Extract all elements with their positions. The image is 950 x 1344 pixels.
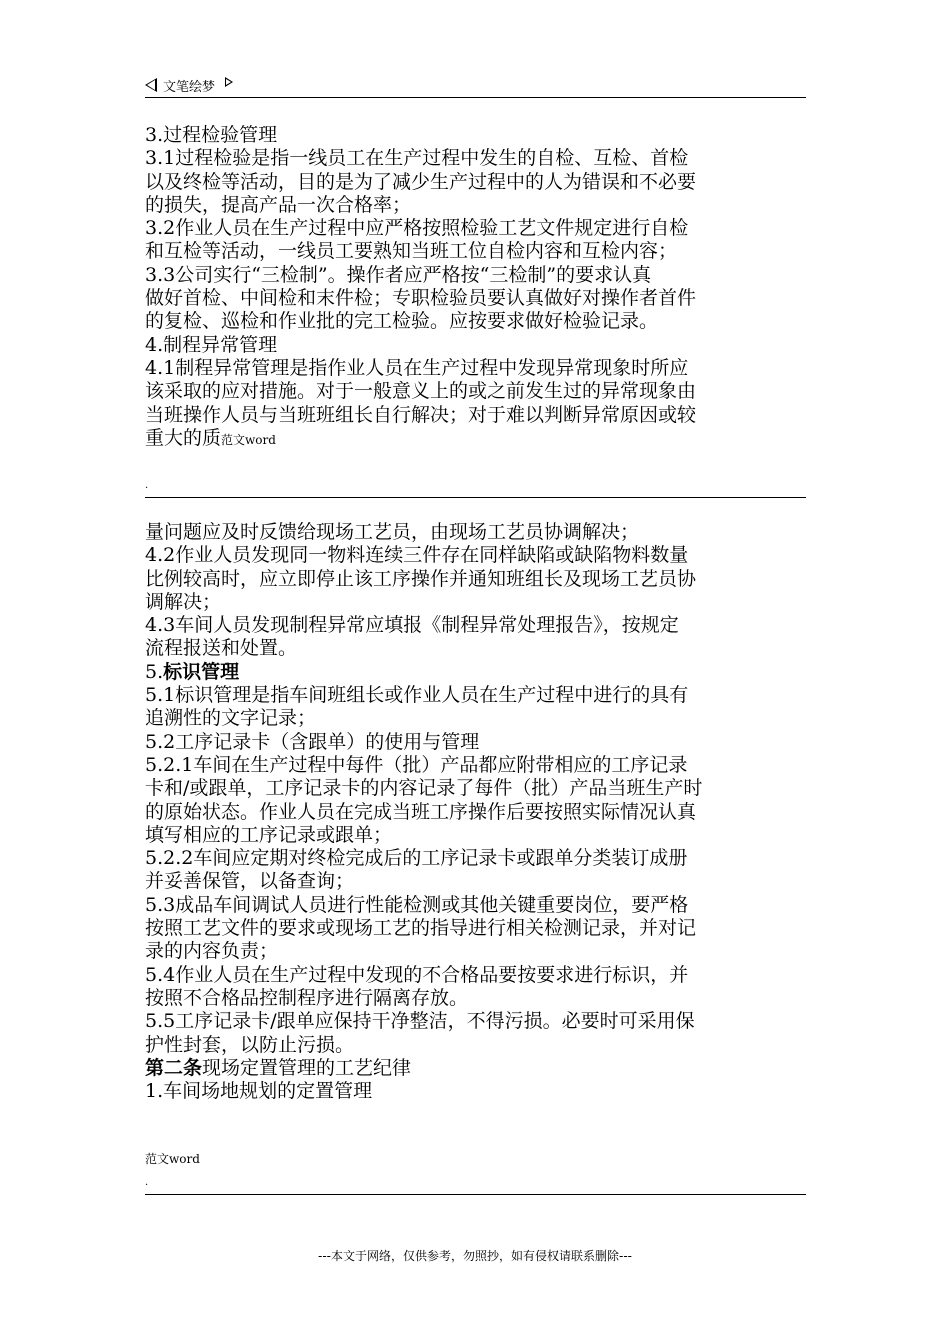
text-line: 3.过程检验管理 xyxy=(145,124,278,146)
text-line: 4.制程异常管理 xyxy=(145,333,278,356)
text-line: 录的内容负责； xyxy=(145,940,279,963)
page-dot: . xyxy=(145,480,149,491)
page1-body xyxy=(145,124,810,452)
text-line: 的损失，提高产品一次合格率； xyxy=(145,193,412,216)
triangle-left-icon xyxy=(145,78,157,92)
text-line: 按照不合格品控制程序进行隔离存放。 xyxy=(145,986,469,1009)
text-line: 的复检、巡检和作业批的完工检验。应按要求做好检验记录。 xyxy=(145,310,659,333)
heading-text: 标识管理 xyxy=(163,660,240,683)
text-line: 以及终检等活动，目的是为了减少生产过程中的人为错误和不必要 xyxy=(145,170,697,193)
article-heading xyxy=(145,1057,810,1080)
text-line: 5.4作业人员在生产过程中发现的不合格品要按要求进行标识，并 xyxy=(145,963,689,986)
text-line: 5.2.1车间在生产过程中每件（批）产品都应附带相应的工序记录 xyxy=(145,753,688,776)
text-line: 1.车间场地规划的定置管理 xyxy=(145,1080,373,1103)
text-line: 4.3车间人员发现制程异常应填报《制程异常处理报告》，按规定 xyxy=(145,614,679,637)
text-line: 追溯性的文字记录； xyxy=(145,707,317,730)
text-line: 并妥善保管，以备查询； xyxy=(145,870,355,893)
header-rule xyxy=(145,97,806,98)
text-fragment: 重大的质 xyxy=(145,426,222,449)
text-line: 填写相应的工序记录或跟单； xyxy=(145,823,393,846)
text-line: 5.2.2车间应定期对终检完成后的工序记录卡或跟单分类装订成册 xyxy=(145,847,688,870)
text-line: 护性封套，以防止污损。 xyxy=(145,1033,355,1056)
article-label: 第二条 xyxy=(145,1056,203,1079)
text-line: 调解决； xyxy=(145,590,222,613)
text-line: 5.1标识管理是指车间班组长或作业人员在生产过程中进行的具有 xyxy=(145,684,689,707)
page-tag: 范文word xyxy=(145,1152,200,1166)
page-break-rule xyxy=(145,1194,806,1195)
text-line: 和互检等活动，一线员工要熟知当班工位自检内容和互检内容； xyxy=(145,240,678,263)
triangle-right-icon xyxy=(225,77,233,87)
text-line: 比例较高时，应立即停止该工序操作并通知班组长及现场工艺员协 xyxy=(145,567,697,590)
text-line: 按照工艺文件的要求或现场工艺的指导进行相关检测记录，并对记 xyxy=(145,917,697,940)
text-line: 4.2作业人员发现同一物料连续三件存在同样缺陷或缺陷物料数量 xyxy=(145,544,689,567)
text-line: 的原始状态。作业人员在完成当班工序操作后要按照实际情况认真 xyxy=(145,800,697,823)
page2-body xyxy=(145,521,810,1103)
text-line: 4.1制程异常管理是指作业人员在生产过程中发现异常现象时所应 xyxy=(145,356,689,379)
text-line: 做好首检、中间检和末件检；专职检验员要认真做好对操作者首件 xyxy=(145,287,697,310)
text-line: 5.3成品车间调试人员进行性能检测或其他关键重要岗位，要严格 xyxy=(145,893,689,916)
text-line: 当班操作人员与当班班组长自行解决；对于难以判断异常原因或较 xyxy=(145,403,697,426)
section-heading xyxy=(145,661,810,684)
heading-number: 5. xyxy=(145,660,164,683)
text-line: 卡和/或跟单，工序记录卡的内容记录了每件（批）产品当班生产时 xyxy=(145,777,703,800)
text-line: 3.2作业人员在生产过程中应严格按照检验工艺文件规定进行自检 xyxy=(145,217,689,240)
text-line: 流程报送和处置。 xyxy=(145,637,298,660)
text-line: 5.2工序记录卡（含跟单）的使用与管理 xyxy=(145,730,480,753)
text-line: 3.3公司实行“三检制”。操作者应严格按“三检制”的要求认真 xyxy=(145,263,652,286)
page-dot: . xyxy=(145,1177,149,1188)
text-line: 5.5工序记录卡/跟单应保持干净整洁，不得污损。必要时可采用保 xyxy=(145,1010,695,1033)
disclaimer-footer: ---本文于网络，仅供参考，勿照抄，如有侵权请联系删除--- xyxy=(318,1249,632,1263)
text-line: 3.1过程检验是指一线员工在生产过程中发生的自检、互检、首检 xyxy=(145,147,689,170)
text-line: 该采取的应对措施。对于一般意义上的或之前发生过的异常现象由 xyxy=(145,380,697,403)
text-line: 量问题应及时反馈给现场工艺员，由现场工艺员协调解决； xyxy=(145,521,640,543)
page-tag: 范文word xyxy=(221,432,276,447)
header-title: 文笔绘梦 xyxy=(163,79,216,95)
article-title: 现场定置管理的工艺纪律 xyxy=(202,1056,412,1079)
page-break-rule xyxy=(145,497,806,498)
text-line-last xyxy=(145,427,810,452)
doc-header xyxy=(145,74,233,96)
